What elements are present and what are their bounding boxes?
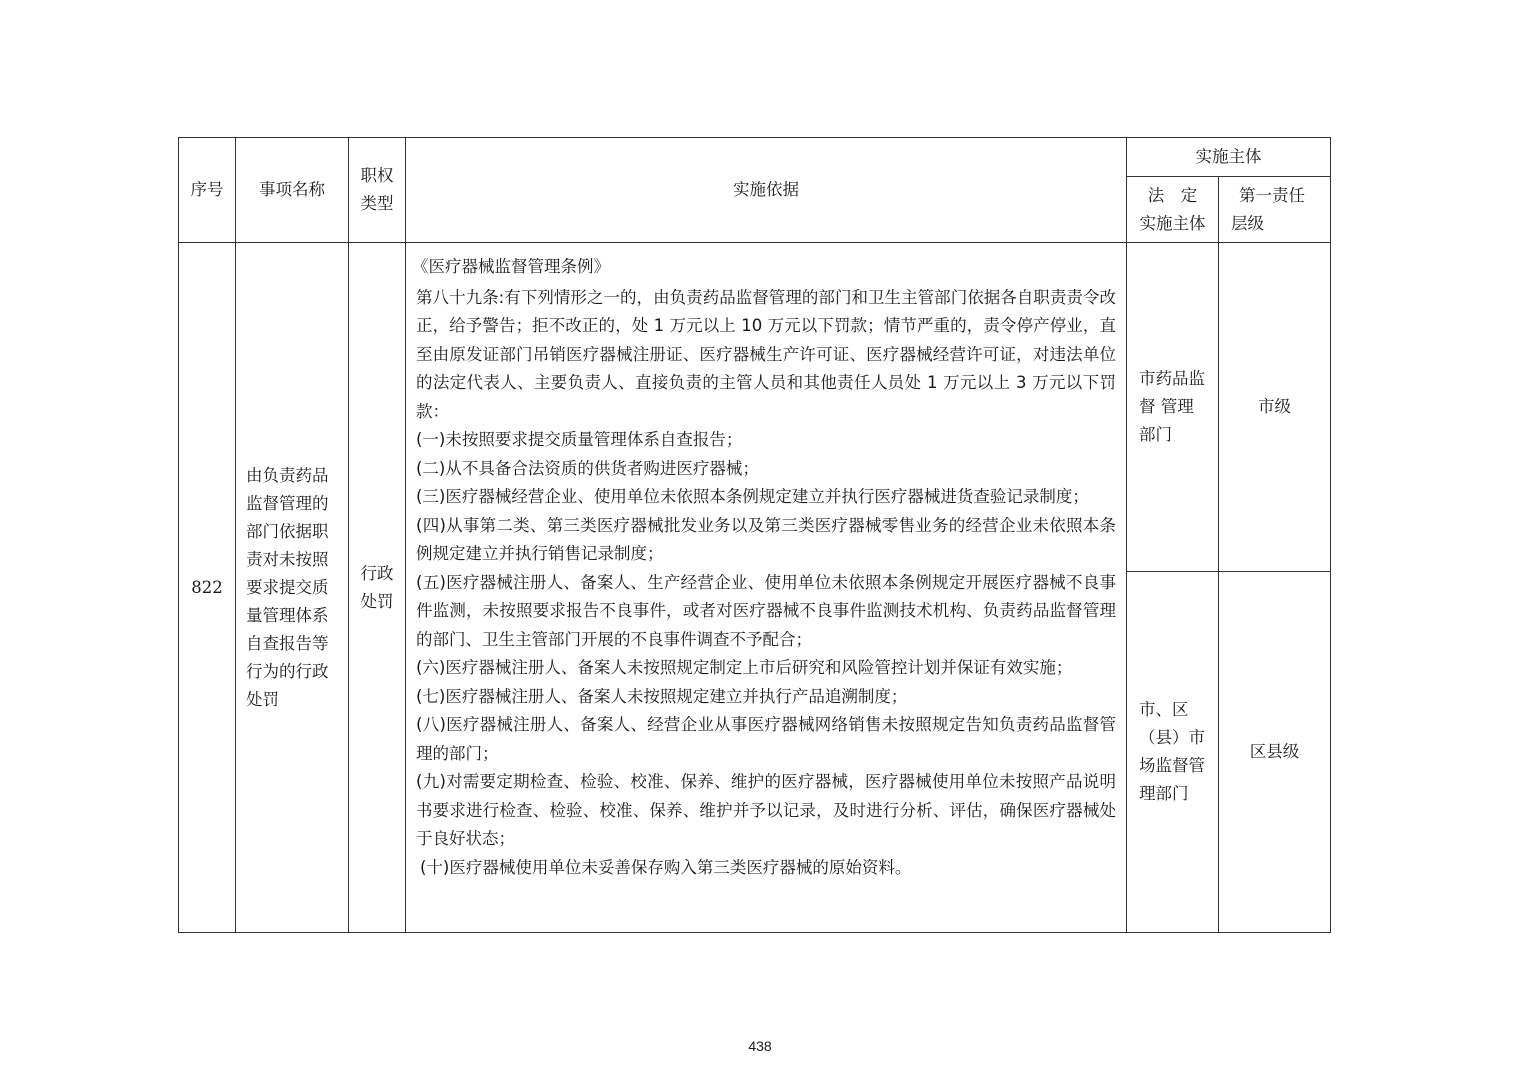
header-type-line2: 类型: [360, 194, 394, 213]
legal-subject-district: 市、区（县）市场监督管理部门: [1127, 572, 1219, 933]
header-first-level: [1219, 177, 1331, 243]
row-type-line1: 行政: [360, 563, 394, 583]
basis-item: (七)医疗器械注册人、备案人未按照规定建立并执行产品追溯制度；: [416, 686, 908, 706]
header-legal-subject: [1127, 177, 1219, 243]
basis-item: (四)从事第二类、第三类医疗器械批发业务以及第三类医疗器械零售业务的经营企业未依照本条例规定建立并执行销售记录制度；: [416, 515, 1116, 563]
legal-subject-city: 市药品监督 管理部门: [1127, 243, 1219, 572]
basis-last-item: (十)医疗器械使用单位未妥善保存购入第三类医疗器械的原始资料。: [420, 857, 912, 877]
basis-article: 第八十九条:有下列情形之一的，由负责药品监督管理的部门和卫生主管部门依据各自职责责令改正，给予警告；拒不改正的，处 1 万元以上 10 万元以下罚款；情节严重的，责令停产停业，直至由原发证部门吊销医疗器械注册证、医疗器械生产许可证、医疗器械经营许可证，对违法单位的法定代表人、主要负责人、直接负责的主管人员和其他责任人员处 1 万元以上 3 万元以下罚款：: [416, 287, 1116, 421]
header-first-level-line2: 层级: [1231, 213, 1264, 233]
header-seq: 序号: [179, 138, 236, 243]
header-first-level-line1: 第一责任: [1239, 185, 1305, 205]
basis-item: (二)从不具备合法资质的供货者购进医疗器械；: [416, 458, 759, 478]
basis-item: (九)对需要定期检查、检验、校准、保养、维护的医疗器械，医疗器械使用单位未按照产品说明书要求进行检查、检验、校准、保养、维护并予以记录，及时进行分析、评估，确保医疗器械处于良好状态；: [416, 772, 1116, 848]
header-legal-subject-line1: 法 定: [1147, 185, 1198, 205]
basis-item: (八)医疗器械注册人、备案人、经营企业从事医疗器械网络销售未按照规定告知负责药品监督管理的部门；: [416, 715, 1116, 763]
header-legal-subject-line2: 实施主体: [1139, 213, 1206, 233]
row-type-line2: 处罚: [360, 591, 394, 611]
row-type: [349, 243, 406, 933]
basis-item: (六)医疗器械注册人、备案人未按照规定制定上市后研究和风险管控计划并保证有效实施；: [416, 658, 1073, 677]
authority-table: [178, 137, 1331, 933]
row-basis: [406, 243, 1127, 933]
level-city: 市级: [1219, 243, 1331, 572]
row-seq: 822: [179, 243, 236, 933]
header-type: [349, 138, 406, 243]
level-district: 区县级: [1219, 572, 1331, 933]
header-type-line1: 职权: [360, 166, 394, 185]
header-subject-group: 实施主体: [1127, 138, 1331, 177]
basis-item: (一)未按照要求提交质量管理体系自查报告；: [416, 430, 743, 449]
basis-law-title: 《医疗器械监督管理条例》: [412, 257, 610, 276]
basis-item: (三)医疗器械经营企业、使用单位未依照本条例规定建立并执行医疗器械进货查验记录制度；: [416, 487, 1089, 506]
row-name: 由负责药品监督管理的部门依据职责对未按照要求提交质量管理体系自查报告等行为的行政处罚: [246, 465, 329, 709]
basis-item: (五)医疗器械注册人、备案人、生产经营企业、使用单位未依照本条例规定开展医疗器械不良事件监测，未按照要求报告不良事件，或者对医疗器械不良事件监测技术机构、负责药品监督管理的部门、卫生主管部门开展的不良事件调查不予配合；: [416, 572, 1116, 649]
header-name: 事项名称: [236, 138, 349, 243]
row-name-cell: [236, 243, 349, 933]
page-number: 438: [748, 1038, 772, 1054]
header-basis: 实施依据: [406, 138, 1127, 243]
basis-text: [414, 253, 1116, 882]
